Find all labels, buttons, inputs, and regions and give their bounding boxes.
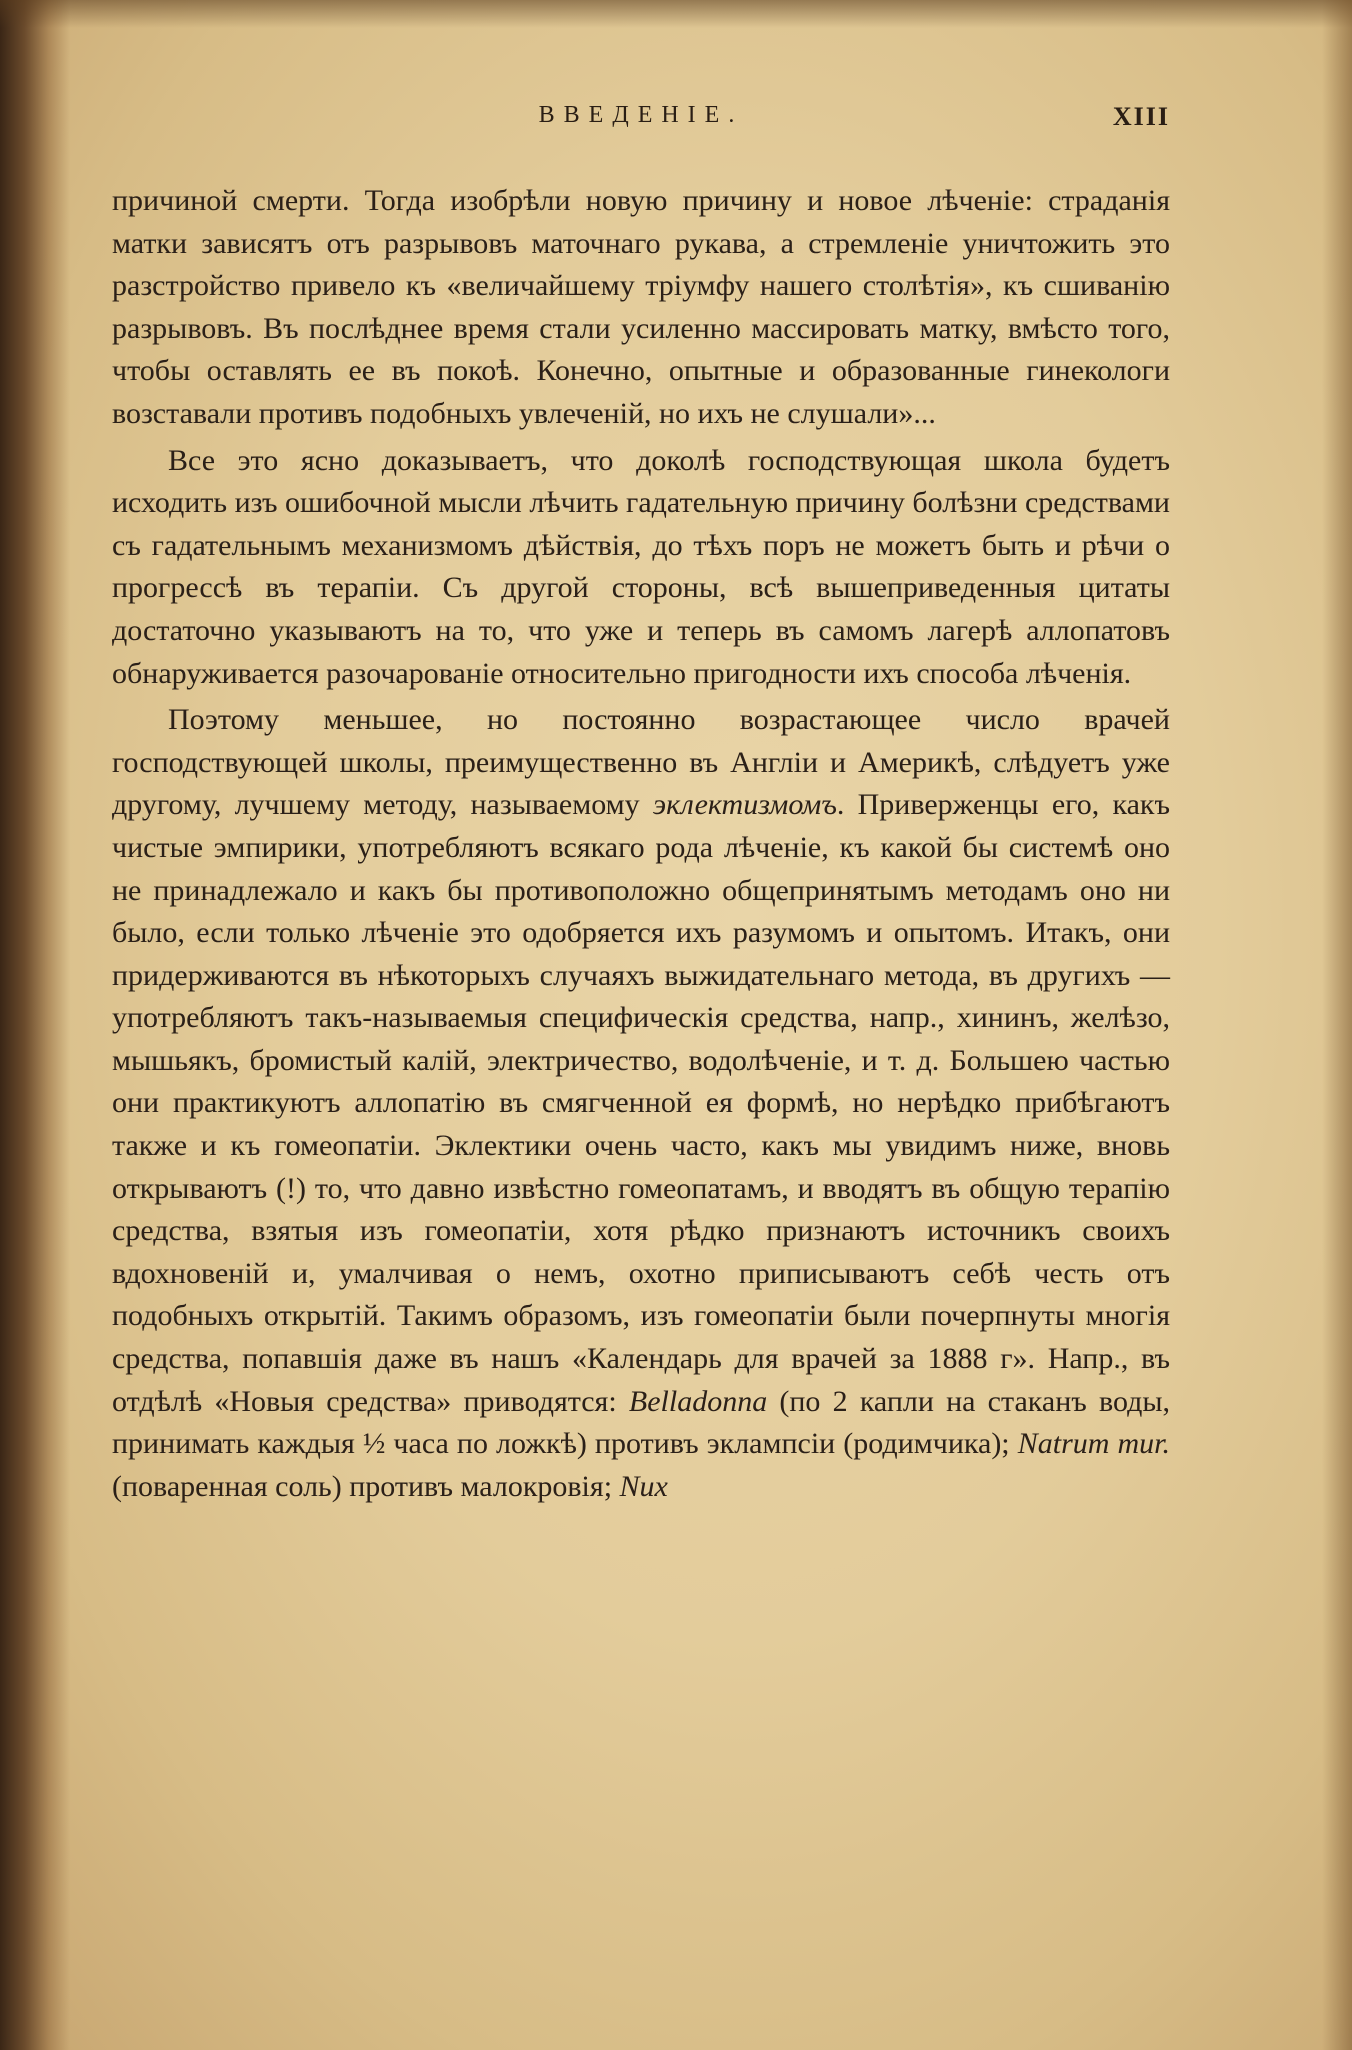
running-header (112, 102, 1170, 142)
paragraph-3 (112, 699, 1170, 1508)
paragraph-3-text-b: . Приверженцы его, какъ чистые эмпирики, употребляютъ всякаго рода лѣченіе, къ какой бы системѣ оно не принадлежало и какъ бы противоположно общепринятымъ методамъ оно ни было, если только лѣченіе это одобряется ихъ разумомъ и опытомъ. Итакъ, они придерживаются въ нѣкоторыхъ случаяхъ выжидательнаго метода, въ другихъ — употребляютъ такъ-называемыя специфическія средства, напр., хининъ, желѣзо, мышьякъ, бромистый калій, электричество, водолѣченіе, и т. д. Большею частью они практикуютъ аллопатію въ смягченной ея формѣ, но нерѣдко прибѣгаютъ также и къ гомеопатіи. Эклектики очень часто, какъ мы увидимъ ниже, вновь открываютъ (!) то, что давно извѣстно гомеопатамъ, и вводятъ въ общую терапію средства, взятыя изъ гомеопатіи, хотя рѣдко признаютъ источникъ своихъ вдохновеній и, умалчивая о немъ, охотно приписываютъ себѣ честь отъ подобныхъ открытій. Такимъ образомъ, изъ гомеопатіи были почерпнуты многія средства, попавшія даже въ нашъ «Календарь для врачей за 1888 г». Напр., въ отдѣлѣ «Новыя средства» приводятся: (112, 788, 1170, 1418)
paragraph-1: причиной смерти. Тогда изобрѣли новую причину и новое лѣченіе: страданія матки зависятъ отъ разрывовъ маточнаго рукава, а стремленіе уничтожить это разстройство привело къ «величайшему тріумфу нашего столѣтія», къ сшиванію разрывовъ. Въ послѣднее время стали усиленно массировать матку, вмѣсто того, чтобы оставлять ее въ покоѣ. Конечно, опытные и образованные гинекологи возставали противъ подобныхъ увлеченій, но ихъ не слушали»... (112, 184, 1170, 430)
right-edge-shadow (1322, 0, 1352, 2050)
remedy-belladonna: Belladonna (628, 1384, 768, 1418)
paragraph-2: Все это ясно доказываетъ, что доколѣ господствующая школа будетъ исходить изъ ошибочной мысли лѣчить гадательную причину болѣзни средствами съ гадательнымъ механизмомъ дѣйствія, до тѣхъ поръ не можетъ быть и рѣчи о прогрессѣ въ терапіи. Съ другой стороны, всѣ вышеприведенныя цитаты достаточно указываютъ на то, что уже и теперь въ самомъ лагерѣ аллопатовъ обнаруживается разочарованіе относительно пригодности ихъ способа лѣченія. (112, 443, 1170, 690)
page-number: XIII (1112, 102, 1170, 131)
paragraph-3-text-a: Поэтому меньшее, но постоянно возрастающее число врачей господствующей школы, преимущественно въ Англіи и Америкѣ, слѣдуетъ уже другому, лучшему методу, называемому (112, 703, 1170, 822)
remedy-natrum-mur: Natrum mur. (1017, 1427, 1170, 1461)
term-eclecticism: эклектизмомъ (652, 788, 837, 822)
paragraph-3-text-d: (поваренная соль) противъ малокровія; (112, 1469, 620, 1503)
top-edge-shadow (0, 0, 1352, 28)
body-text (112, 180, 1170, 1508)
running-title: ВВЕДЕНІЕ. (538, 102, 744, 128)
paragraph-3-text-c: (по 2 капли на стаканъ воды, принимать каждыя ½ часа по ложкѣ) противъ эклампсіи (родимчика); (112, 1384, 1171, 1461)
remedy-nux: Nux (619, 1469, 668, 1503)
spine-shadow (0, 0, 70, 2050)
